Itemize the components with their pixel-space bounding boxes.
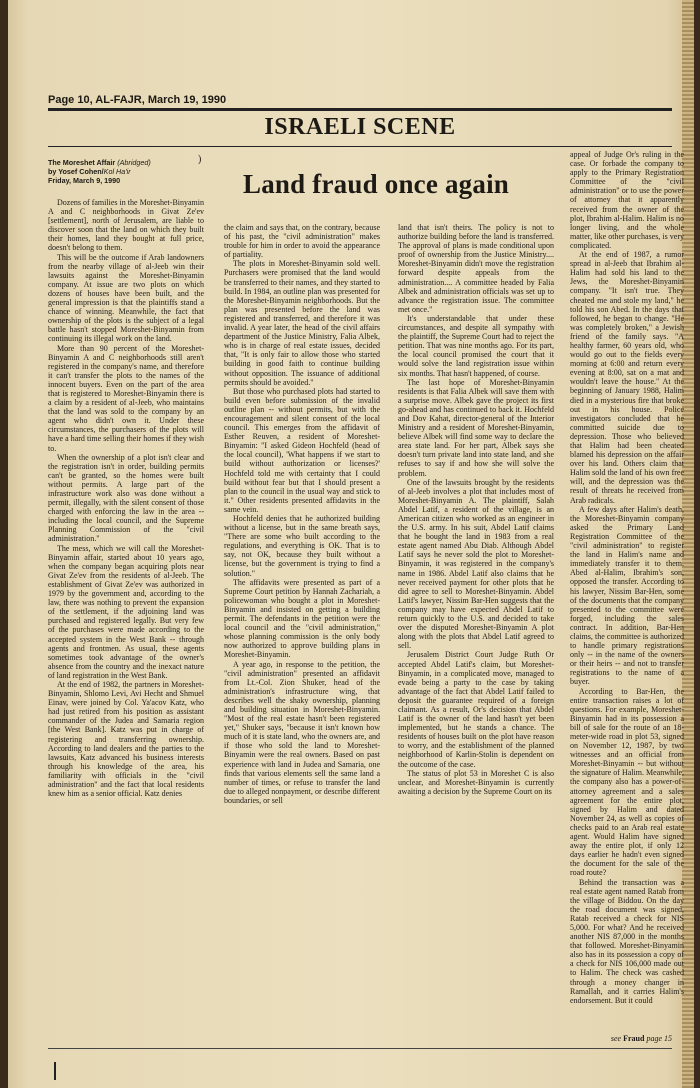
article-paragraph: This will be the outcome if Arab landowners from the nearby village of al-Jeeb win their lawsuits against the Moreshet-Binyamin company. At issue are two plots on which dozens of houses have been built, and the general impression is that the plaintiffs stand a chance of winning. Meanwhile, the fact that ownership of the plots is the subject of a legal battle hasn't stopped Moreshet-Binyamin from continuing its illegal work on the land.: [48, 252, 204, 344]
article-paragraph: More than 90 percent of the Moreshet-Binyamin A and C neighborhoods still aren't registered in the company's name, and therefore it can't transfer the plots to the names of the innocent buyers. Even on the part of the area that is registered to Moreshet-Binyamin there is a claim by a resident of al-Jeeb, who maintains that the land was sold to the company by an agent who didn't own it. Under these circumstances, the purchasers of the plots will have a hard time selling their homes if they wish to.: [48, 343, 204, 453]
article-paragraph: Hochfeld denies that he authorized building without a license, but in the same breath says, "There are some who built according to the regulations, and everything is OK. That is to say, not OK, because they built without a license, but the government is trying to find a solution.": [224, 514, 380, 578]
article-column-2: [224, 223, 380, 805]
article-paragraph: One of the lawsuits brought by the residents of al-Jeeb involves a plot that includes most of Moreshet-Binyamin A. The plaintiff, Salah Abdel Latif, a resident of the village, is an American citizen who worked as an engineer in the U.S. army. In his suit, Abdel Latif claims that he bought the land in 1983 from a real estate agent named Abu Diab. Although Abdel Latif says he never sold the plot to Moreshet-Binyamin, it was registered in the company's name in 1986. Abdel Latif also claims that he never received payment for other plots that he did agree to sell to Moreshet-Binyamin. Abdel Latif's lawyer, Nissim Bar-Hen suggests that the company may have expected Abdel Latif to return quickly to the U.S. and decided to take over the disputed Moreshet-Binyamin A plot along with the plots that Abdel Latif agreed to sell.: [398, 477, 554, 651]
article-paragraph: The mess, which we will call the Moreshet-Binyamin affair, started about 10 years ago, when the company began acquiring plots near Givat Ze'ev from the residents of al-Jeeb. The establishment of Givat Ze'ev was authorized in 1979 by the government and, according to the law, there was nothing to prevent the expansion of the settlement, if the adjoining land was purchased and registered legally. But very few of the purchases were made according to the accepted system in the West Bank -- through agents and frontmen. As usual, these agents sometimes took advantage of the owner's absence from the country and the inexact nature of land registration in the West Bank.: [48, 543, 204, 680]
article-column-1: [48, 198, 204, 798]
jump-prefix: see: [610, 1034, 622, 1043]
article-paragraph: Behind the transaction was a real estate agent named Ratab from the village of Biddou. On the day the road document was signed, Ratab received a check for NIS 5,000. For what? And he received another NIS 87,000 in the months that followed. Moreshet-Binyamin also has in its possession a copy of a check for NIS 106,000 made out to Halim. The check was cashed through a money changer in Ramallah, and it carries Halim's endorsement. But it could: [570, 877, 684, 1005]
continuation-link[interactable]: [611, 1034, 672, 1043]
ink-mark: ): [198, 154, 202, 165]
article-paragraph: the claim and says that, on the contrary, because of his past, the "civil administration" makes trouble for him in order to avoid the appearance of partiality.: [224, 223, 380, 260]
byline-author: by Yosef Cohen/: [48, 167, 104, 176]
article-headline: Land fraud once again: [243, 169, 509, 199]
byline-title-note: (Abridged): [117, 158, 151, 167]
byline-author-line: [48, 167, 208, 176]
section-title: ISRAELI SCENE: [264, 114, 456, 140]
article-paragraph: At the end of 1987, a rumor spread in al-Jeeb that Ibrahim al-Halim had sold his land to the Jews, the Moreshet-Binyamin company. "It isn't true. They cheated me and stole my land," he told his son Abed. In the days that followed, he began to change. "He was completely broken," a Jewish friend of the family says. "A healthy farmer, 60 years old, who would go out to the fields every morning at 6:00 and return every evening at 8:00, sat on a mat and wouldn't leave the house." At the beginning of January 1988, Halim died in a mysterious fire that broke out in his house. Police investigators concluded that he committed suicide due to depression. Those who believed that Halim had been cheated blamed his depression on the affair over his land. Others claim that Halim sold the land of his own free will, and the depression was the result of threats he received from Arab radicals.: [570, 250, 684, 505]
jump-page: page 15: [646, 1034, 672, 1043]
article-paragraph: The last hope of Moreshet-Binyamin residents is that Falia Albek will save them with a surprise move. Albek gave the project its first go-ahead and has continued to back it. Hochfeld and Dov Kahat, director-general of the Interior Ministry and a resident of Moreshet-Binyamin, believe Albek will find some way to declare the area state land. For her part, Albek says she doesn't turn private land into state land, and she refuses to say if and how she will solve the problem.: [398, 377, 554, 478]
article-column-3: [398, 223, 554, 796]
article-paragraph: A few days after Halim's death, the Moreshet-Binyamin company asked the Primary Land Registration Committee of the "civil administration" to register the land in Halim's name and immediately transfer it to them. Abed al-Halim, Ibrahim's son, opposed the transfer. According to his lawyer, Nissim Bar-Hen, some of the documents that the company presented to the committee were forged, including the sales contract. In addition, Bar-Hen claims, the committee is authorized to handle primary registrations only -- in the name of the owners or their heirs -- and not to transfer registrations to the name of a buyer.: [570, 504, 684, 687]
article-paragraph: The status of plot 53 in Moreshet C is also unclear, and Moreshet-Binyamin is currently awaiting a decision by the Supreme Court on its: [398, 768, 554, 796]
article-paragraph: land that isn't theirs. The policy is not to authorize building before the land is transferred. The approval of plans is made conditional upon proof of ownership from the Justice Ministry.... Moreshet-Binyamin didn't move the registration forward despite appeals from the administration.... A committee headed by Falia Albek and administration officials was set up to advance the registration issue. The committee met once.": [398, 223, 554, 314]
article-paragraph: According to Bar-Hen, the entire transaction raises a lot of questions. For example, Moreshet-Binyamin had in its possession a bill of sale for the route of an 18-meter-wide road in plot 53, signed on November 12, 1987, by two witnesses and an official from Moreshet-Binyamin -- but without the signature of Halim. Meanwhile, the company also has a power-of-attorney agreement and a sales agreement for the entire plot, signed by Halim and dated November 24, as well as copies of checks paid to an Arab real estate agent. Would Halim have signed away the entire plot, if only 12 days earlier he hadn't even signed the document for the sale of the road route?: [570, 686, 684, 878]
article-paragraph: It's understandable that under these circumstances, and despite all sympathy with the plaintiff, the Supreme Court had to reject the petition. That was nine months ago. For its part, the local council promised the court that it would solve the land registration issue within six months. That hasn't happened, of course.: [398, 313, 554, 378]
article-paragraph: At the end of 1982, the partners in Moreshet-Binyamin, Shlomo Levi, Avi Hecht and Shmuel Einav, were joined by Col. Ya'acov Katz, who had just retired from his position as assistant commander of the Judea and Samaria region [the West Bank]. Katz was put in charge of registering and transferring ownership. According to land dealers and the parties to the lawsuits, Katz advanced his business interests through his knowledge of the area, his familiarity with officials in the "civil administration" and the fact that local residents knew him as a senior official. Katz denies: [48, 679, 204, 799]
header-rule-bottom: [48, 146, 672, 147]
header-rule-top: [48, 108, 672, 111]
byline-source: Kol Ha'ir: [103, 167, 131, 176]
article-paragraph: A year ago, in response to the petition, the "civil administration" presented an affidavit from Lt.-Col. Zion Shuker, head of the administration's infrastructure wing, that describes well the shaky ownership, planning and building situation in Moreshet-Binyamin. "Most of the real estate hasn't been registered yet," Shuker says, "because it isn't known how much of it is state land, who the owners are, and if those who sold the land to Moreshet-Binyamin were the real owners. Based on past experience with land in Judea and Samaria, one finds that various elements sell the same land a number of times, or refuse to transfer the land due to alleged nonpayment, or describe different boundaries, or sell: [224, 659, 380, 805]
article-paragraph: The affidavits were presented as part of a Supreme Court petition by Hannah Zachariah, a policewoman who bought a plot in Moreshet-Binyamin and insisted on getting a building permit. The defendants in the petition were the local council and the "civil administration," whose planning commission is the only body now authorized to approve building plans in Moreshet-Binyamin.: [224, 577, 380, 660]
article-paragraph: appeal of Judge Or's ruling in the case. Or forbade the company to apply to the Primary Registration Committee of the "civil administration" or to use the power of attorney that it apparently received from the owner of the plot, Ibrahim al-Halim. Halim is no longer living, and the whole matter, like other purchases, is very complicated.: [570, 150, 684, 250]
byline: [48, 158, 208, 185]
byline-title: The Moreshet Affair: [48, 158, 116, 167]
article-paragraph: Dozens of families in the Moreshet-Binyamin A and C neighborhoods in Givat Ze'ev [settlement], north of Jerusalem, are liable to discover soon that the land on which they built their homes, land they bought at full price, doesn't belong to them.: [48, 198, 204, 253]
jump-target: Fraud: [623, 1034, 645, 1043]
article-paragraph: When the ownership of a plot isn't clear and the registration isn't in order, building permits can't be granted, so the homes were built without permits. A large part of the infrastructure work also was done without a permit, illegally, with the silent consent of those charged with enforcing the law in the area -- including the local council, and the Supreme Planning Commission of the "civil administration.": [48, 452, 204, 544]
margin-bar: [54, 1062, 56, 1080]
newspaper-page: [8, 0, 694, 1088]
article-paragraph: But those who purchased plots had started to build even before submission of the invalid outline plan -- without permits, but with the encouragement and silent consent of the local council. This emerges from the affidavit of Esther Reuven, a resident of Moreshet-Binyamin: "I asked Gideon Hochfeld (head of the local council), 'What happens if we start to build without authorization or licenses?' Hochfeld told me with certainty that I could build without fear but that I should present a plan to the council in the usual way and stick to it." Other residents presented affidavits in the same vein.: [224, 386, 380, 514]
article-paragraph: Jerusalem District Court Judge Ruth Or accepted Abdel Latif's claim, but Moreshet-Binyamin, in a complicated move, managed to evade being a party to the case by taking advantage of the fact that Abdel Latif failed to deposit the guarantee required of a foreign claimant. As a result, Or's decision that Abdel Latif is the owner of the land hasn't yet been implemented, but he stands a chance. The residents of houses built on the plot have reason to worry, and the establishment of the planned neighborhood of Karlin-Stolin is dependent on the outcome of the case.: [398, 650, 554, 769]
page-folio: Page 10, AL-FAJR, March 19, 1990: [48, 94, 227, 106]
article-paragraph: The plots in Moreshet-Binyamin sold well. Purchasers were promised that the land would be transferred to their names, and they started to build. In 1984, an outline plan was presented for the Moreshet-Binyamin neighborhoods. But the plan was presented before the land was registered and transferred, and therefore it was invalid. A year later, the head of the civil affairs department of the Justice Ministry, Falia Albek, who is in charge of real estate issues, decided that, "It is only fair to allow those who started building in good faith to continue building without opposition. The issuance of additional permits should be avoided.": [224, 259, 380, 387]
article-column-4: [570, 150, 684, 1005]
byline-title-line: [48, 158, 208, 167]
footer-rule: [48, 1048, 672, 1049]
byline-date: Friday, March 9, 1990: [48, 176, 121, 185]
